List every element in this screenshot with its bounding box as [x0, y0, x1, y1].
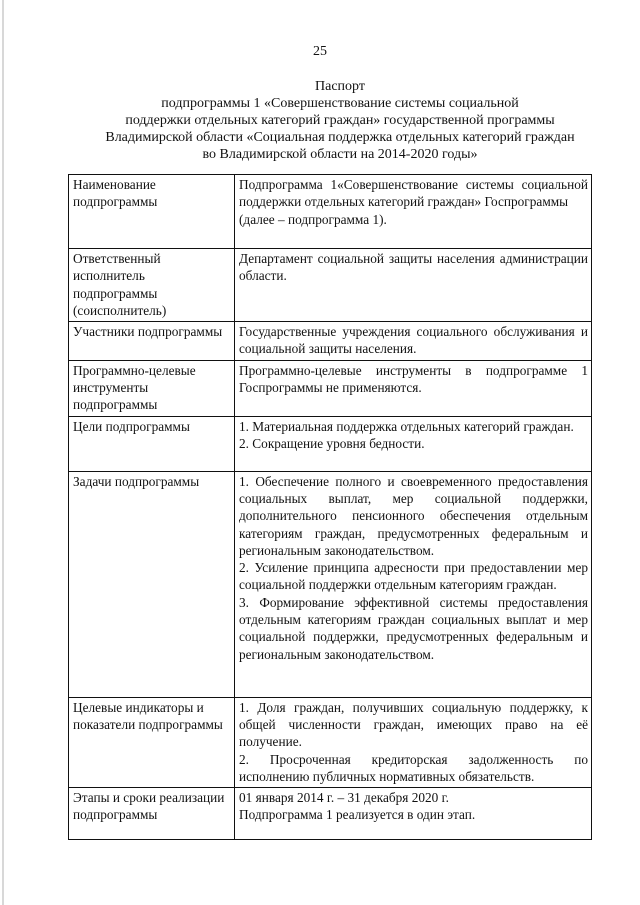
row-value	[235, 416, 592, 471]
row-label: Наименование подпрограммы	[69, 175, 235, 249]
page-number: 25	[313, 44, 327, 59]
table-row	[69, 697, 592, 787]
value-paragraph: Программно-целевые инструменты в подпрограмме 1 Госпрограммы не применяются.	[239, 362, 588, 396]
table-row	[69, 416, 592, 471]
scan-edge-shadow	[2, 0, 4, 905]
row-label: Этапы и сроки реализации подпрограммы	[69, 788, 235, 840]
passport-table	[68, 174, 592, 840]
title-line: во Владимирской области на 2014-2020 годы»	[202, 147, 478, 162]
value-paragraph: 2. Усиление принципа адресности при предоставлении мер социальной поддержки отдельным категориям граждан.	[239, 560, 588, 593]
row-label: Целевые индикаторы и показатели подпрограммы	[69, 697, 235, 787]
row-value	[235, 360, 592, 416]
value-paragraph: 1. Материальная поддержка отдельных категорий граждан.	[239, 418, 574, 434]
row-label: Программно-целевые инструменты подпрограммы	[69, 360, 235, 416]
table-row	[69, 788, 592, 840]
value-paragraph: 3. Формирование эффективной системы предоставления отдельным категориям граждан социальных выплат и мер социальной поддержки, предусмотренных федеральным и региональным законодательством.	[239, 594, 588, 662]
value-paragraph: 2. Просроченная кредиторская задолженность по исполнению публичных нормативных обязательств.	[239, 751, 588, 784]
value-paragraph: (далее – подпрограмма 1).	[239, 211, 387, 227]
row-value	[235, 697, 592, 787]
table-row	[69, 471, 592, 697]
row-label: Цели подпрограммы	[69, 416, 235, 471]
title-line: Паспорт	[315, 79, 365, 94]
table-row	[69, 360, 592, 416]
row-value	[235, 322, 592, 361]
value-paragraph: 1. Доля граждан, получивших социальную поддержку, к общей численности граждан, имеющих право на её получение.	[239, 699, 588, 750]
row-value	[235, 175, 592, 249]
value-paragraph: 2. Сокращение уровня бедности.	[239, 435, 425, 451]
value-paragraph: Подпрограмма 1«Совершенствование системы социальной поддержки отдельных категорий граждан» Госпрограммы	[239, 177, 588, 210]
value-paragraph: 1. Обеспечение полного и своевременного предоставления социальных выплат, мер социальной поддержки, дополнительного пенсионного обеспечения отдельным категориям граждан, предусмотренных федеральным и региональным законодательством.	[239, 473, 588, 558]
value-paragraph: Департамент социальной защиты населения администрации области.	[239, 251, 588, 284]
title-line: поддержки отдельных категорий граждан» государственной программы	[125, 113, 555, 128]
title-line: Владимирской области «Социальная поддержка отдельных категорий граждан	[105, 130, 575, 145]
row-value	[235, 471, 592, 697]
title-line: подпрограммы 1 «Совершенствование системы социальной	[161, 96, 519, 111]
row-value	[235, 788, 592, 840]
table-row	[69, 175, 592, 249]
value-paragraph: Государственные учреждения социального обслуживания и социальной защиты населения.	[239, 324, 588, 357]
row-value	[235, 249, 592, 322]
row-label: Ответственный исполнитель подпрограммы (соисполнитель)	[69, 249, 235, 322]
document-title	[70, 78, 610, 163]
value-paragraph: 01 января 2014 г. – 31 декабря 2020 г.	[239, 790, 449, 806]
row-label: Участники подпрограммы	[69, 322, 235, 361]
row-label: Задачи подпрограммы	[69, 471, 235, 697]
table-row	[69, 249, 592, 322]
value-paragraph: Подпрограмма 1 реализуется в один этап.	[239, 807, 476, 823]
table-row	[69, 322, 592, 361]
